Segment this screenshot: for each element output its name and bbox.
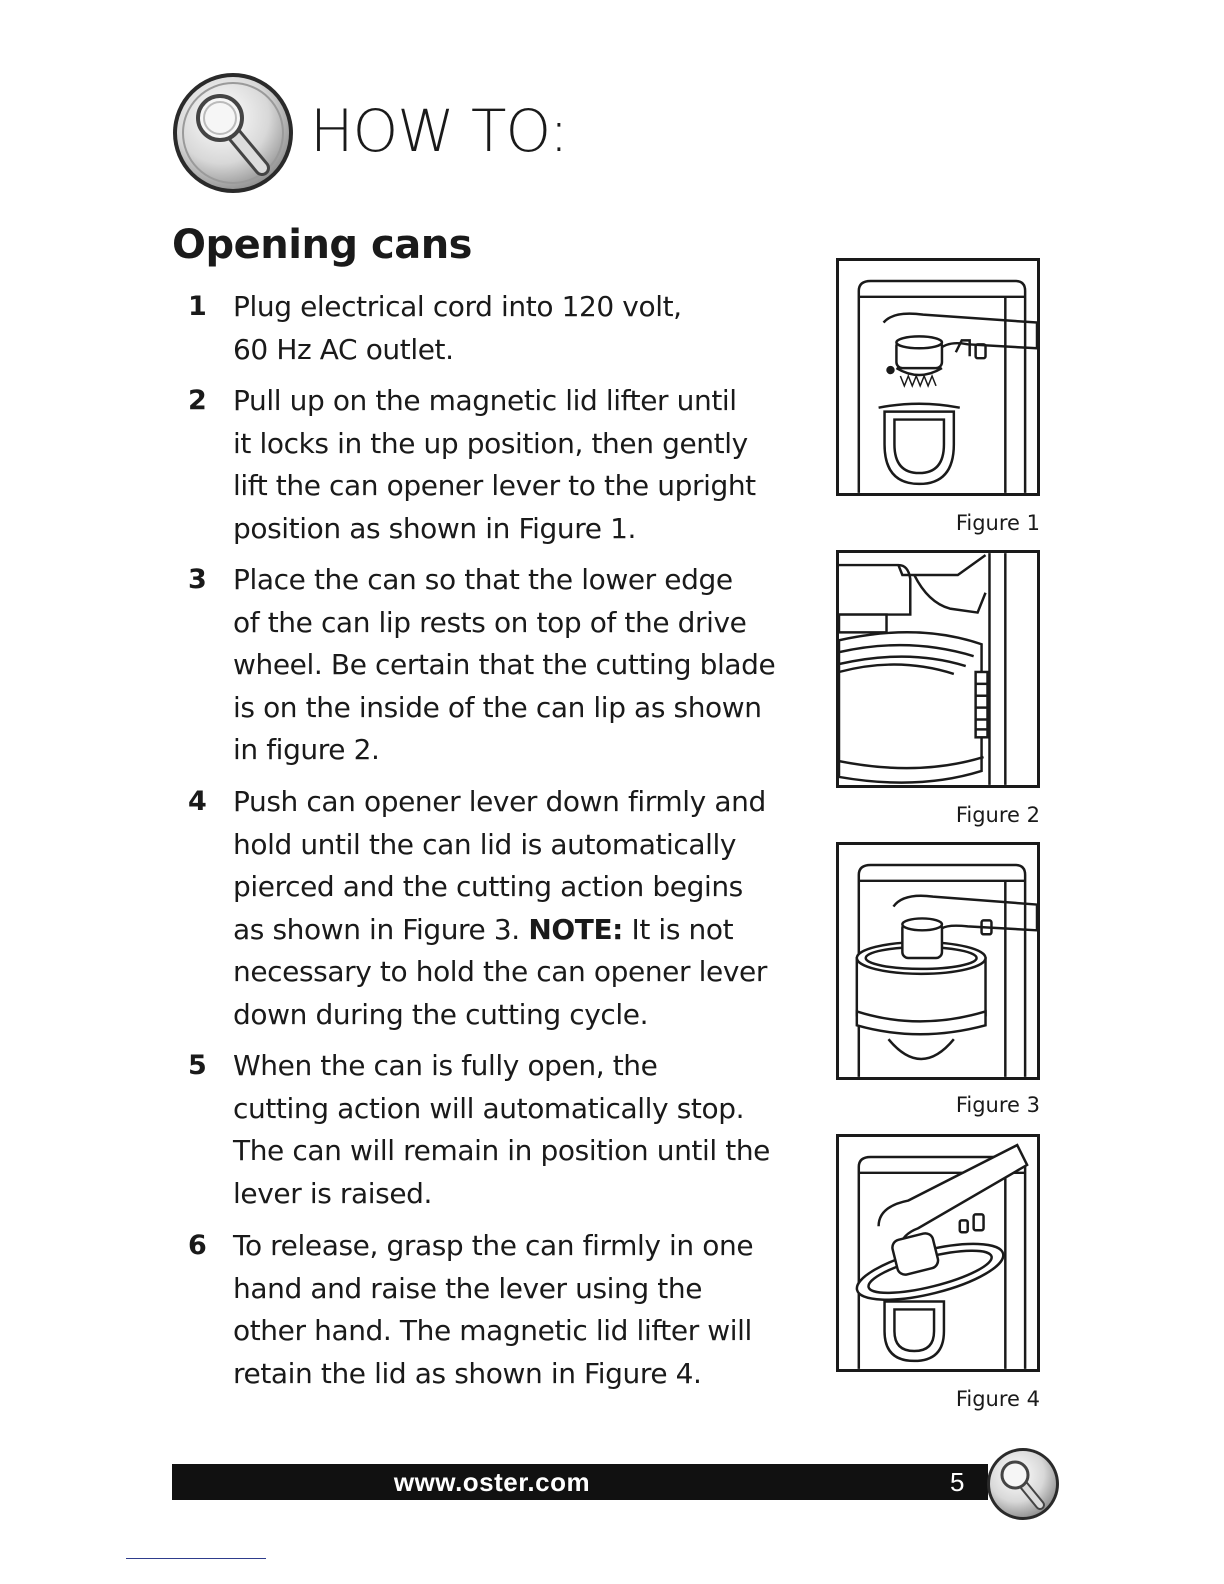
step-line: of the can lip rests on top of the drive xyxy=(233,605,747,639)
step-line: cutting action will automatically stop. xyxy=(233,1091,745,1125)
step-line: in figure 2. xyxy=(233,733,380,766)
step-line: pierced and the cutting action begins xyxy=(233,870,743,903)
figure-1-illustration xyxy=(836,258,1040,496)
figure-caption: Figure 1 xyxy=(955,511,1040,535)
note-text: It is not xyxy=(631,912,734,946)
step-number: 6 xyxy=(188,1230,207,1261)
step-number: 2 xyxy=(188,385,207,416)
step-line: wheel. Be certain that the cutting blade xyxy=(233,648,776,681)
step-line-with-note xyxy=(233,909,803,952)
step-text xyxy=(233,781,803,1036)
step-line: To release, grasp the can firmly in one xyxy=(233,1229,754,1262)
step-text xyxy=(233,559,803,772)
figure-4-illustration xyxy=(836,1134,1040,1372)
note-text: necessary to hold the can opener lever xyxy=(233,955,767,988)
step-line: Push can opener lever down firmly and xyxy=(233,785,766,818)
step-text xyxy=(233,1045,803,1215)
step-line: When the can is fully open, the xyxy=(233,1049,658,1082)
figure-2-illustration xyxy=(836,550,1040,788)
page-number: 5 xyxy=(950,1467,965,1497)
step-text xyxy=(233,1225,803,1395)
step-line: position as shown in Figure 1. xyxy=(233,511,636,545)
step-line: hold until the can lid is automatically xyxy=(233,827,737,861)
step-number: 3 xyxy=(188,564,207,595)
website-link[interactable]: www.oster.com xyxy=(393,1467,591,1497)
figure-3-illustration xyxy=(836,842,1040,1080)
step-line: retain the lid as shown in Figure 4. xyxy=(233,1356,702,1390)
step-number: 5 xyxy=(188,1050,207,1081)
step-line: Plug electrical cord into 120 volt, xyxy=(233,290,682,323)
magnifier-icon xyxy=(985,1446,1061,1522)
step-line: it locks in the up position, then gently xyxy=(233,426,748,460)
figure-caption: Figure 3 xyxy=(955,1093,1040,1117)
page-title: HOW TO: xyxy=(310,97,568,165)
step-number: 4 xyxy=(188,786,207,817)
step-text xyxy=(233,286,803,371)
step-text xyxy=(233,380,803,550)
magnifier-icon xyxy=(170,70,296,196)
divider xyxy=(126,1558,266,1559)
step-line: as shown in Figure 3. xyxy=(233,912,520,946)
step-line: other hand. The magnetic lid lifter will xyxy=(233,1314,752,1347)
step-line: The can will remain in position until the xyxy=(233,1134,771,1167)
step-line: 60 Hz AC outlet. xyxy=(233,332,454,366)
step-line: lift the can opener lever to the upright xyxy=(233,469,756,502)
step-line: Place the can so that the lower edge xyxy=(233,563,733,596)
step-number: 1 xyxy=(188,291,207,322)
step-line: lever is raised. xyxy=(233,1176,433,1210)
note-text: down during the cutting cycle. xyxy=(233,997,649,1031)
note-label: NOTE: xyxy=(528,912,623,946)
step-line: hand and raise the lever using the xyxy=(233,1271,703,1305)
figure-caption: Figure 2 xyxy=(955,803,1040,827)
figure-caption: Figure 4 xyxy=(955,1387,1040,1411)
step-line: Pull up on the magnetic lid lifter until xyxy=(233,384,737,417)
section-heading: Opening cans xyxy=(172,222,472,268)
step-line: is on the inside of the can lip as shown xyxy=(233,690,762,724)
